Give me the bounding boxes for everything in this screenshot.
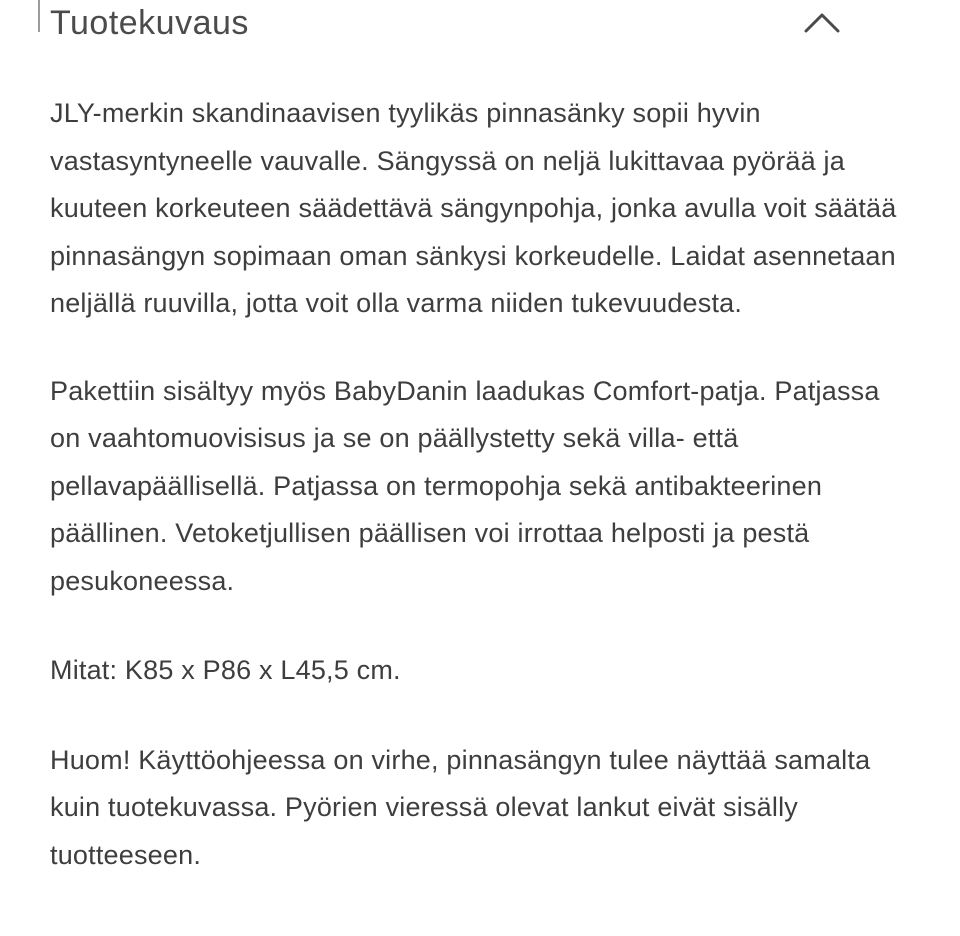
left-edge-line bbox=[38, 0, 40, 32]
description-paragraph: Pakettiin sisältyy myös BabyDanin laadukas Comfort-patja. Patjassa on vaahtomuovisisus ja se on päällystetty sekä villa- että pellavapäällisellä. Patjassa on termopohja sekä antibakteerinen päällinen. Vetoketjullisen päällisen voi irrottaa helposti ja pestä pesukoneessa. bbox=[50, 375, 880, 596]
note-paragraph: Huom! Käyttöohjeessa on virhe, pinnasängyn tulee näyttää samalta kuin tuotekuvassa. Pyörien vieressä olevat lankut eivät sisälly tuotteeseen. bbox=[50, 744, 871, 870]
description-paragraph: JLY-merkin skandinaavisen tyylikäs pinnasänky sopii hyvin vastasyntyneelle vauvalle. Sängyssä on neljä lukittavaa pyörää ja kuuteen korkeuteen säädettävä sängynpohja, jonka avulla voit säätää pinnasängyn sopimaan oman sänkysi korkeudelle. Laidat asennetaan neljällä ruuvilla, jotta voit olla varma niiden tukevuudesta. bbox=[50, 98, 897, 318]
section-title: Tuotekuvaus bbox=[50, 4, 249, 42]
description-body bbox=[50, 90, 914, 879]
chevron-up-icon[interactable] bbox=[802, 8, 842, 38]
dimensions-paragraph: Mitat: K85 x P86 x L45,5 cm. bbox=[50, 655, 401, 685]
accordion-header-tuotekuvaus[interactable] bbox=[50, 2, 914, 44]
